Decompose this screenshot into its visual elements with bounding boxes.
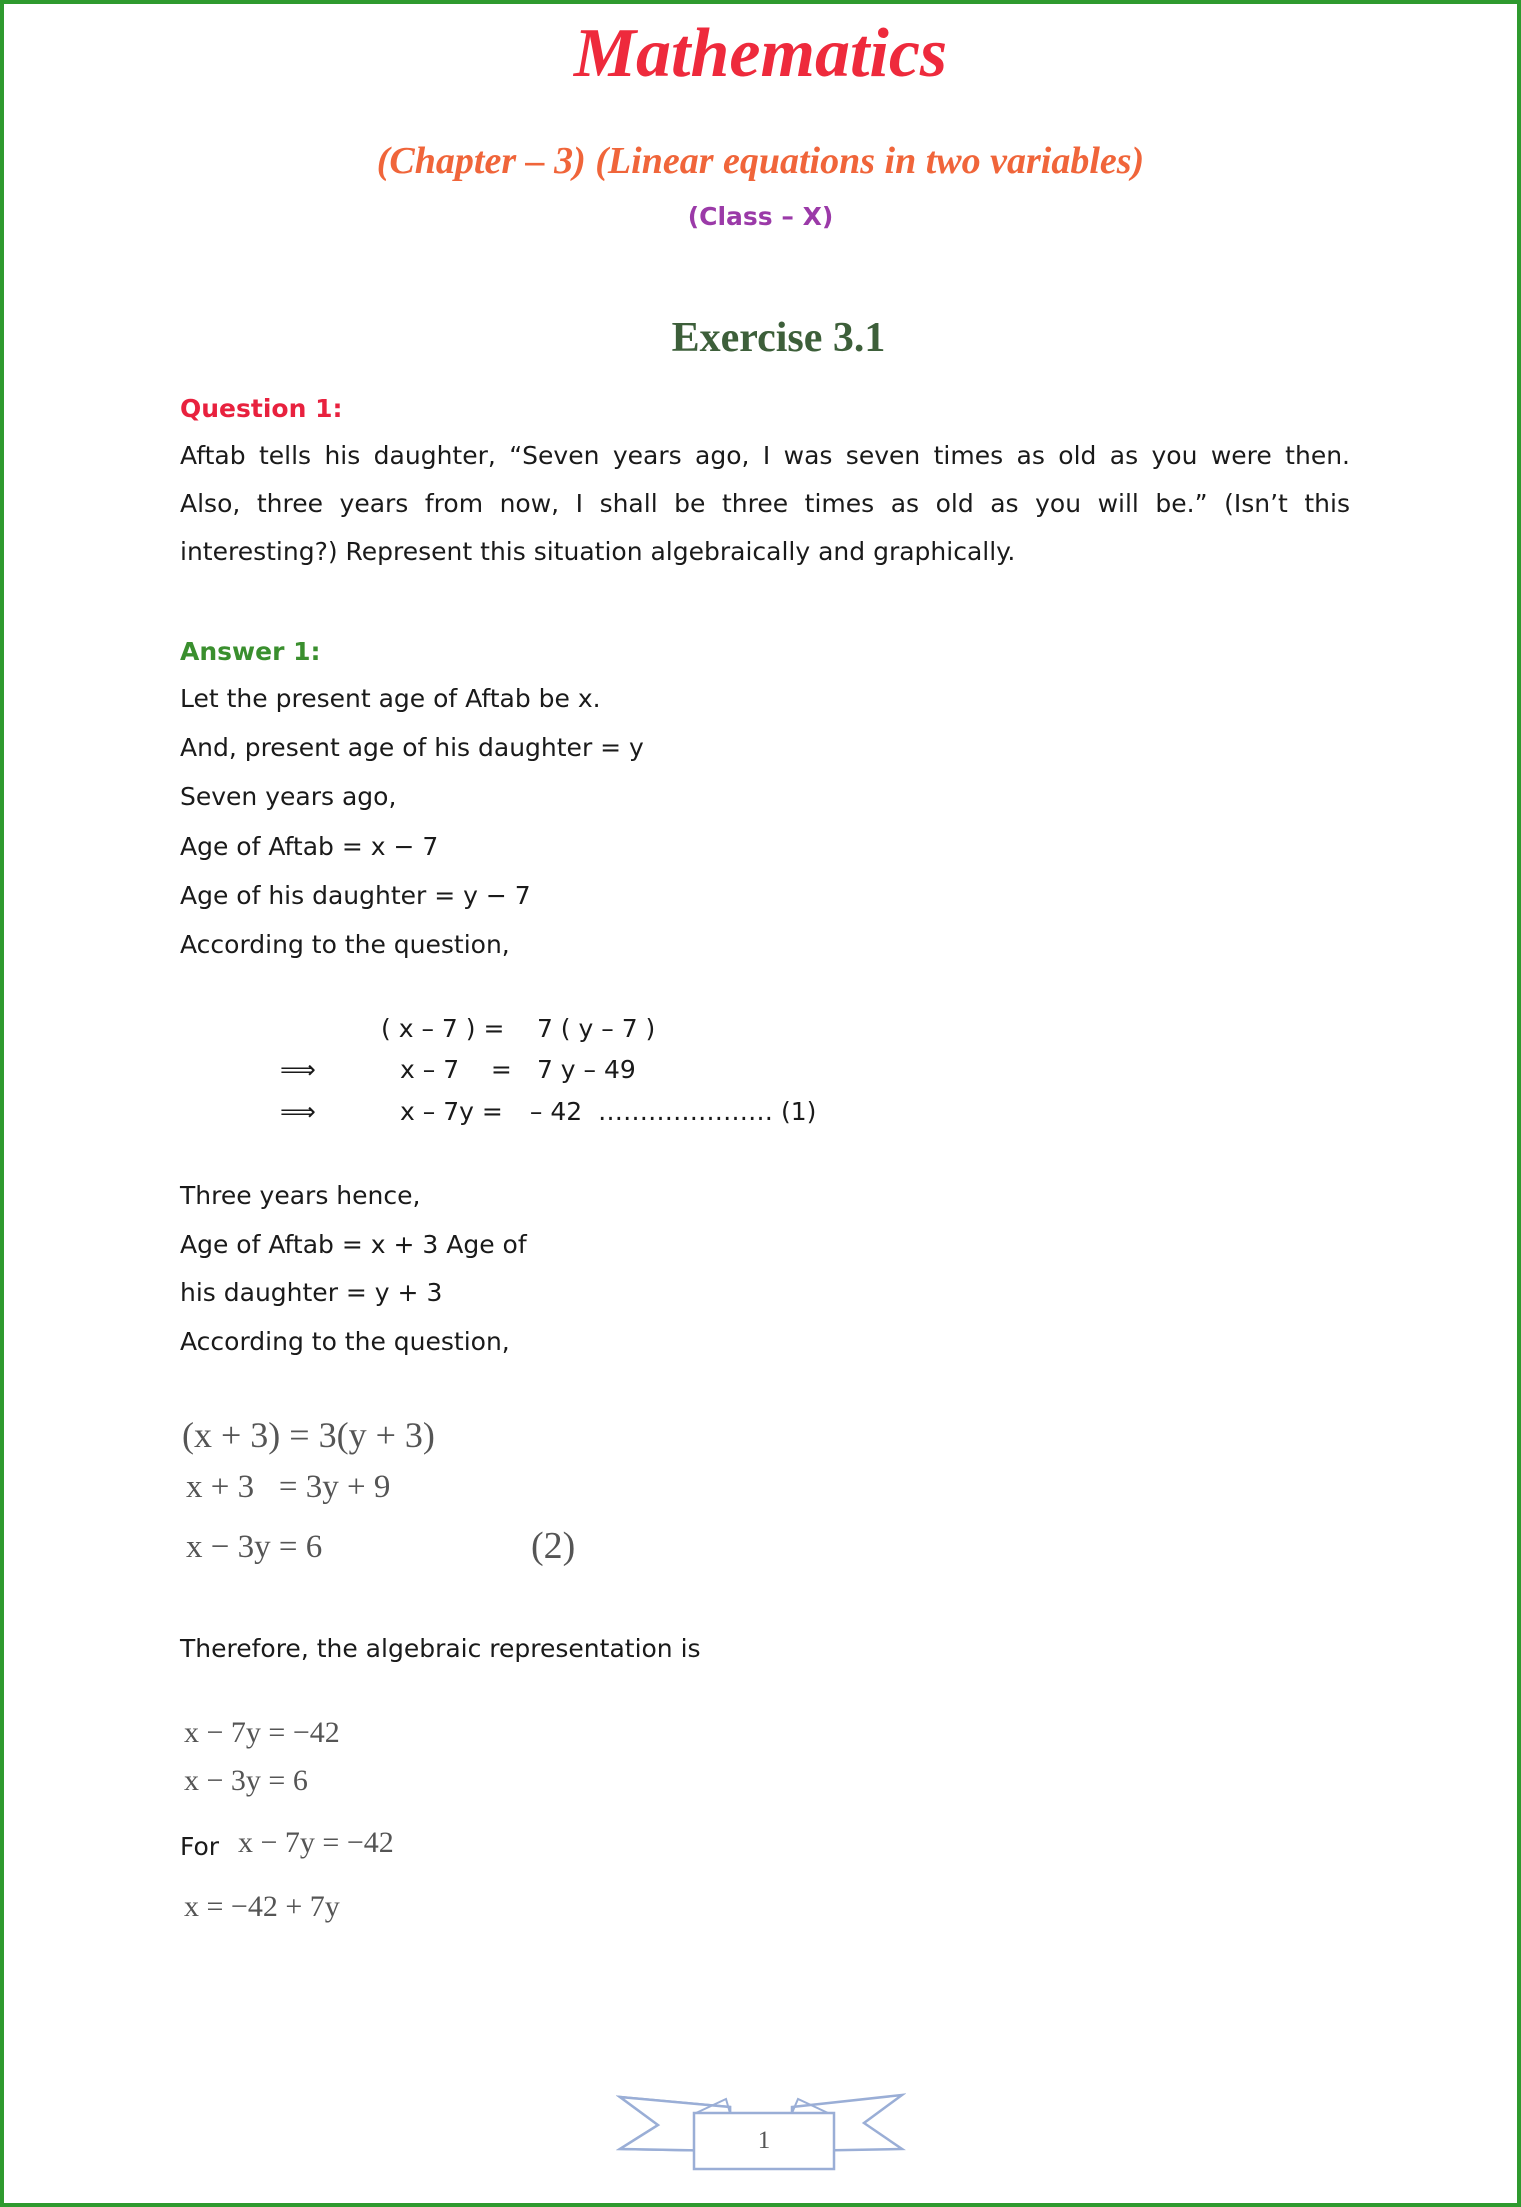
answer-label: Answer 1: xyxy=(180,637,321,666)
eq1-lhs: x – 7y = xyxy=(400,1097,503,1126)
implies-arrow-icon: ⟹ xyxy=(280,1097,316,1126)
answer-line: Let the present age of Aftab be x. xyxy=(180,684,601,713)
answer-line: Therefore, the algebraic representation is xyxy=(180,1634,701,1663)
question-line: Aftab tells his daughter, “Seven years ago, I was seven times as old as you were then. xyxy=(180,441,1350,470)
question-line: Also, three years from now, I shall be three times as old as you will be.” (Isn’t this xyxy=(180,489,1350,518)
solve-equation: x = −42 + 7y xyxy=(184,1890,340,1923)
system-eq: x − 7y = −42 xyxy=(184,1716,340,1749)
eq2-tag: (2) xyxy=(531,1525,576,1567)
eq1-rhs: 7 ( y – 7 ) xyxy=(529,1014,656,1043)
exercise-heading: Exercise 3.1 xyxy=(671,315,886,361)
eq1-rhs: – 42 ………………… (1) xyxy=(514,1097,817,1126)
answer-line: And, present age of his daughter = y xyxy=(180,733,644,762)
answer-line: Age of Aftab = x + 3 Age of xyxy=(180,1230,527,1259)
answer-line: his daughter = y + 3 xyxy=(180,1278,443,1307)
page-number: 1 xyxy=(757,2127,771,2154)
answer-line: Seven years ago, xyxy=(180,782,397,811)
answer-line: Age of his daughter = y − 7 xyxy=(180,881,531,910)
chapter-subtitle: (Chapter – 3) (Linear equations in two variables) xyxy=(376,140,1145,182)
for-label: For xyxy=(180,1832,220,1861)
question-text xyxy=(180,432,1350,576)
eq1-lhs: ( x – 7 ) = xyxy=(381,1014,505,1043)
answer-line: According to the question, xyxy=(180,1327,510,1356)
eq1-rhs: 7 y – 49 xyxy=(529,1055,636,1084)
implies-arrow-icon: ⟹ xyxy=(280,1055,316,1084)
question-line: interesting?) Represent this situation algebraically and graphically. xyxy=(180,537,1016,566)
question-label: Question 1: xyxy=(180,394,343,423)
class-label: (Class – X) xyxy=(687,202,834,231)
for-equation: x − 7y = −42 xyxy=(238,1826,394,1859)
eq2-line: x + 3 = 3y + 9 xyxy=(186,1469,391,1505)
eq1-lhs: x – 7 = xyxy=(400,1055,512,1084)
answer-line: According to the question, xyxy=(180,930,510,959)
eq2-line: x − 3y = 6 xyxy=(186,1529,323,1565)
system-eq: x − 3y = 6 xyxy=(184,1764,308,1797)
answer-line: Age of Aftab = x − 7 xyxy=(180,832,439,861)
page-title: Mathematics xyxy=(573,15,948,92)
answer-line: Three years hence, xyxy=(180,1181,421,1210)
eq2-line: (x + 3) = 3(y + 3) xyxy=(182,1415,435,1455)
